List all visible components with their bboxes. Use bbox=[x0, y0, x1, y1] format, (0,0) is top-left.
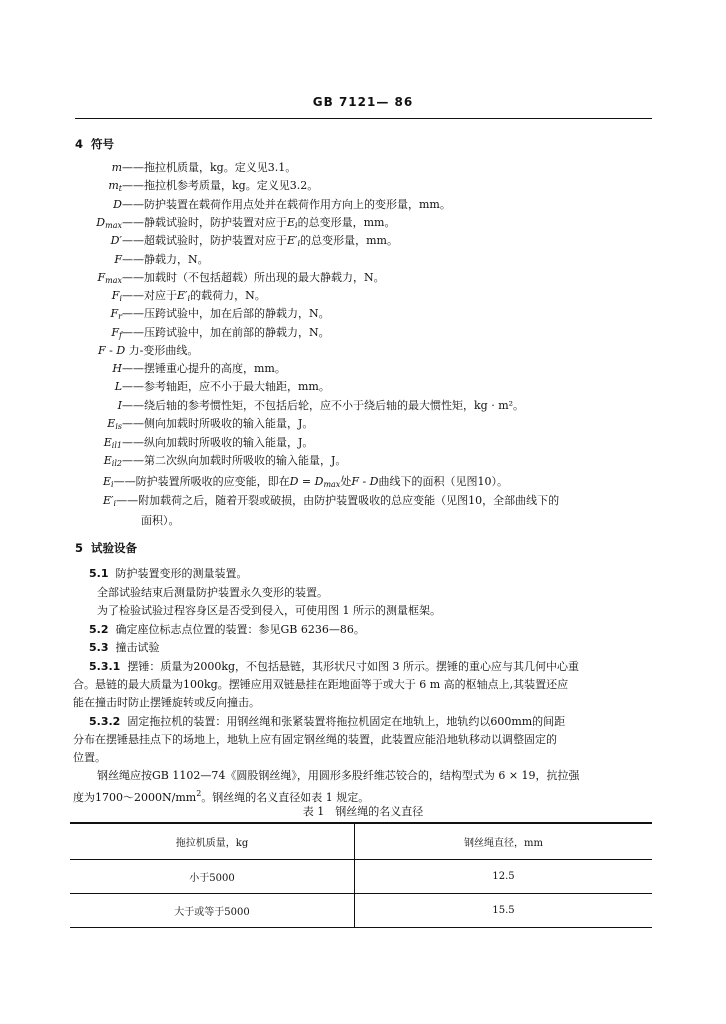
ei-curve: F - D bbox=[351, 475, 379, 488]
ei-eq-sub: max bbox=[323, 480, 341, 489]
symbol-desc: ——摆锤重心提升的高度，mm。 bbox=[122, 362, 286, 375]
symbol-line bbox=[80, 380, 330, 394]
para-5-3-2-text-1: 固定拖拉机的装置：用钢丝绳和张紧装置将拖拉机固定在地轨上，地轨约以600mm的间距 bbox=[127, 715, 566, 728]
symbol-letter: H bbox=[112, 362, 122, 375]
symbol-subscript: il2 bbox=[111, 459, 122, 468]
symbol-desc-fd: 力-变形曲线。 bbox=[128, 344, 199, 357]
section-5-number: 5 bbox=[75, 541, 84, 555]
para-5-3-1-l2: 合。悬链的最大质量为100kg。摆锤应用双链悬挂在距地面等于或大于 6 m 高的枢轴点上,其装置还应 bbox=[73, 678, 569, 691]
table-1-caption: 表 1 钢丝绳的名义直径 bbox=[302, 805, 424, 818]
symbol-letter: F bbox=[114, 252, 122, 266]
header-rule bbox=[75, 118, 652, 119]
symbol-letter: F bbox=[111, 289, 120, 303]
symbol-term bbox=[80, 362, 122, 376]
symbol-letter: F bbox=[110, 307, 119, 321]
symbol-subscript: is bbox=[115, 422, 122, 432]
symbol-line bbox=[80, 417, 313, 434]
symbol-term bbox=[80, 436, 122, 453]
symbol-desc: ——压跨试验中，加在后部的静载力，N。 bbox=[122, 307, 330, 321]
table-1 bbox=[70, 822, 652, 928]
symbol-subscript: max bbox=[105, 220, 122, 230]
table-cell: 12.5 bbox=[355, 859, 653, 893]
para-5-2-number: 5.2 bbox=[89, 623, 109, 636]
symbol-letter: L bbox=[114, 380, 122, 394]
symbol-term bbox=[80, 380, 122, 394]
section-4-title: 符号 bbox=[91, 137, 115, 151]
symbol-desc-b: 的总变形量，mm。 bbox=[297, 215, 396, 229]
table-cell: 15.5 bbox=[355, 893, 653, 927]
section-5-title: 试验设备 bbox=[91, 541, 138, 555]
prime-mark: ′ bbox=[295, 234, 298, 248]
symbol-letter: E bbox=[107, 417, 116, 431]
prime-mark: ′ bbox=[119, 234, 122, 248]
symbol-letter: m bbox=[111, 161, 122, 174]
table-row bbox=[70, 859, 652, 893]
para-5-2 bbox=[89, 623, 365, 637]
symbol-term bbox=[80, 161, 122, 175]
symbol-letter: E bbox=[103, 454, 112, 467]
symbol-desc-a: ——超载试验时，防护装置对应于 bbox=[122, 234, 287, 248]
symbol-desc: ——加载时（不包括超载）所出现的最大静载力，N。 bbox=[122, 270, 385, 284]
symbol-term-fd: F - D bbox=[98, 344, 126, 357]
para-5-3-2-l1 bbox=[89, 715, 565, 729]
para-5-3-text: 撞击试验 bbox=[115, 641, 160, 654]
section-4-number: 4 bbox=[75, 137, 84, 151]
prime-mark: ′ bbox=[185, 289, 188, 303]
symbol-term bbox=[80, 234, 122, 248]
symbol-term bbox=[80, 271, 122, 288]
symbol-term bbox=[80, 289, 122, 306]
symbol-desc-a: ——静载试验时，防护装置对应于 bbox=[122, 215, 287, 229]
symbol-desc-var-sub: i bbox=[297, 239, 301, 249]
symbol-desc: ——静载力，N。 bbox=[122, 252, 209, 266]
symbol-line bbox=[80, 454, 346, 471]
symbol-term-ei: E bbox=[103, 475, 112, 488]
symbol-letter: D bbox=[96, 215, 106, 229]
symbol-sub-ei: i bbox=[111, 480, 114, 489]
symbol-letter: F bbox=[97, 270, 106, 284]
symbol-line bbox=[80, 253, 209, 267]
para-5-3-1-number: 5.3.1 bbox=[89, 660, 121, 673]
symbol-desc: ——拖拉机参考质量，kg。定义见3.2。 bbox=[122, 179, 319, 193]
symbol-line bbox=[80, 234, 398, 251]
para-5-3-2-l3: 位置。 bbox=[73, 751, 106, 764]
symbol-term bbox=[80, 179, 122, 196]
symbol-desc-b: 的载荷力，N。 bbox=[190, 289, 266, 303]
symbol-line bbox=[80, 289, 266, 306]
symbol-desc: ——绕后轴的参考惯性矩，不包括后轮，应不小于绕后轴的最大惯性矩，kg · m²。 bbox=[122, 398, 525, 412]
symbol-desc-var: E bbox=[287, 234, 296, 248]
symbol-line bbox=[80, 271, 385, 288]
symbol-letter: F bbox=[111, 325, 120, 339]
rope-spec-l2-sup: 2 bbox=[196, 789, 202, 798]
symbol-line bbox=[80, 326, 330, 343]
symbol-term bbox=[80, 417, 122, 434]
ei-eq: D = D bbox=[289, 475, 324, 488]
para-5-3-2-l2: 分布在摆锤悬挂点下的场地上，地轨上应有固定钢丝绳的装置，此装置应能沿地轨移动以调整固定的 bbox=[73, 733, 557, 746]
para-5-1 bbox=[89, 567, 248, 581]
table-header-cell: 拖拉机质量，kg bbox=[70, 823, 355, 859]
symbol-line bbox=[80, 399, 524, 413]
rope-spec-l2-b: 。钢丝绳的名义直径如表 1 规定。 bbox=[201, 791, 370, 804]
para-5-1-a: 全部试验结束后测量防护装置永久变形的装置。 bbox=[97, 586, 328, 599]
symbol-letter: D bbox=[110, 234, 120, 248]
symbol-term bbox=[80, 399, 122, 413]
rope-spec-l2-a: 度为1700～2000N/mm bbox=[73, 791, 197, 804]
symbol-line bbox=[80, 198, 451, 212]
symbol-subscript: r bbox=[118, 312, 122, 322]
para-5-3-2-number: 5.3.2 bbox=[89, 715, 121, 728]
para-5-3 bbox=[89, 641, 160, 655]
symbol-desc-var-sub: i bbox=[187, 294, 191, 304]
symbol-line-ei-prime: $E'_i——$附加载荷之后，随着开裂或破损，由防护装置吸收的总应变能（见图10，全部曲线下的 bbox=[103, 494, 560, 508]
symbol-line bbox=[80, 307, 330, 324]
symbol-subscript: f bbox=[119, 330, 122, 340]
symbol-subscript: il1 bbox=[111, 440, 122, 450]
symbol-line-ei-prime-cont bbox=[141, 514, 180, 528]
symbol-desc-b: 的总变形量，mm。 bbox=[300, 234, 398, 248]
table-header-row bbox=[70, 823, 652, 859]
para-5-3-1-text-1: 摆锤：质量为2000kg，不包括悬链，其形状尺寸如图 3 所示。摆锤的重心应与其几何中心重 bbox=[127, 660, 580, 673]
para-5-3-1-l3: 能在撞击时防止摆锤旋转或反向撞击。 bbox=[73, 696, 260, 709]
symbol-term bbox=[80, 307, 122, 324]
symbol-subscript: max bbox=[105, 275, 122, 285]
symbol-desc-var-sub: i bbox=[295, 220, 298, 230]
symbol-desc: ——侧向加载时所吸收的输入能量，J。 bbox=[122, 417, 314, 431]
symbol-term bbox=[80, 253, 122, 267]
symbol-term bbox=[80, 326, 122, 343]
symbol-desc: ——拖拉机质量，kg。定义见3.1。 bbox=[122, 161, 297, 174]
table-row bbox=[70, 893, 652, 927]
symbol-line bbox=[80, 436, 313, 453]
ei-desc-c: 曲线下的面积（见图10）。 bbox=[378, 475, 508, 488]
symbol-desc-var: E bbox=[177, 289, 186, 303]
symbol-subscript: t bbox=[118, 184, 122, 194]
para-5-3-1-l1 bbox=[89, 660, 579, 674]
table-header-cell: 钢丝绳直径，mm bbox=[355, 823, 653, 859]
ei-desc-b: 处 bbox=[340, 475, 352, 488]
table-cell: 小于5000 bbox=[70, 859, 355, 893]
symbol-letter: m bbox=[108, 179, 119, 193]
para-5-2-text: 确定座位标志点位置的装置：参见GB 6236—86。 bbox=[115, 623, 365, 636]
symbol-subscript: i bbox=[119, 294, 122, 304]
symbol-desc: ——第二次纵向加载时所吸收的输入能量，J。 bbox=[122, 454, 347, 467]
symbol-line bbox=[80, 179, 318, 196]
symbol-line-fd bbox=[98, 344, 198, 358]
ei-desc-a: ——防护装置所吸收的应变能，即在 bbox=[113, 475, 290, 488]
symbol-letter: D bbox=[113, 197, 122, 211]
para-5-1-number: 5.1 bbox=[89, 567, 109, 580]
ei-prime-desc-1: ——附加载荷之后，随着开裂或破损，由防护装置吸收的总应变能（见图10，全部曲线下的 bbox=[116, 494, 560, 507]
symbol-sub-ei-prime: i bbox=[113, 499, 117, 508]
symbol-term bbox=[80, 454, 122, 471]
symbol-line bbox=[80, 362, 286, 376]
para-5-3-number: 5.3 bbox=[89, 641, 109, 654]
section-5-heading bbox=[75, 541, 137, 555]
para-5-1-b: 为了检验试验过程容身区是否受到侵入，可使用图 1 所示的测量框架。 bbox=[97, 604, 441, 617]
symbol-term bbox=[80, 216, 122, 233]
para-5-1-text: 防护装置变形的测量装置。 bbox=[115, 567, 248, 580]
symbol-term bbox=[80, 198, 122, 212]
page-header: GB 7121— 86 bbox=[312, 95, 414, 109]
symbol-desc-var: E bbox=[287, 215, 296, 229]
symbol-desc: ——参考轴距，应不小于最大轴距，mm。 bbox=[122, 380, 330, 394]
symbol-desc: ——压跨试验中，加在前部的静载力，N。 bbox=[122, 325, 330, 339]
symbol-term-ei-prime: E bbox=[103, 494, 112, 507]
symbol-letter: I bbox=[117, 398, 122, 412]
rope-spec-l1: 钢丝绳应按GB 1102—74《圆股钢丝绳》，用圆形多股纤维芯铰合的，结构型式为 6 × 19，抗拉强 bbox=[97, 769, 580, 782]
table-cell: 大于或等于5000 bbox=[70, 893, 355, 927]
symbol-desc: ——纵向加载时所吸收的输入能量，J。 bbox=[122, 435, 314, 449]
symbol-desc-a: ——对应于 bbox=[122, 289, 177, 303]
symbol-letter: E bbox=[103, 435, 112, 449]
symbol-line bbox=[80, 161, 296, 175]
symbol-line-ei bbox=[103, 475, 508, 492]
ei-prime-desc-2: 面积）。 bbox=[141, 514, 180, 527]
section-4-heading bbox=[75, 137, 114, 151]
symbol-line bbox=[80, 216, 395, 233]
symbol-desc: ——防护装置在载荷作用点处并在载荷作用方向上的变形量，mm。 bbox=[122, 197, 451, 211]
